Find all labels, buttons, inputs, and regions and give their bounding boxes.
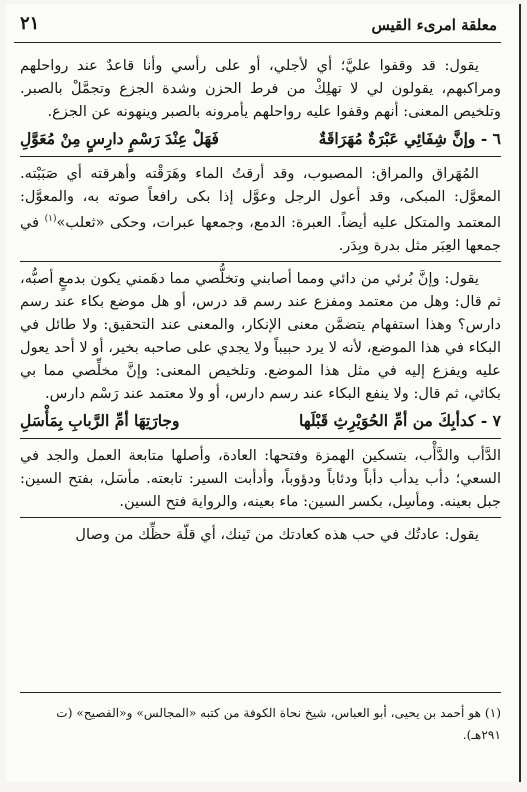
verse-line bbox=[20, 127, 501, 152]
verse-right-text: وإنَّ شِفَائِي عَبْرَةٌ مُهَرَاقَةٌ bbox=[318, 129, 476, 148]
page-header bbox=[14, 12, 501, 43]
commentary-paragraph: يقول: قد وقفوا عليَّ؛ أي لأجلي، أو على رأسي وأنا قاعدٌ عند رواحلهم ومراكبهم، يقولون لي لا تهلِكْ من فرط الحزن وشدة الجزع وتجمَّلْ بالصبر. وتلخيص المعنى: أنهم وقفوا عليه رواحلهم يأمرونه بالصبر وينهونه عن الجزع. bbox=[20, 57, 501, 120]
footnote-text: هو أحمد بن يحيى، أبو العباس، شيخ نحاة الكوفة من كتبه «المجالس» و«الفصيح» (ت ٢٩١هـ). bbox=[56, 706, 501, 742]
section-divider bbox=[20, 261, 501, 262]
footnote-divider bbox=[20, 692, 501, 693]
verse-second-hemistich: فَهَلْ عِنْدَ رَسْمٍ دارِسٍ مِنْ مُعَوَّلِ bbox=[20, 129, 219, 148]
glossary-paragraph: الدَّأب والدَّأْب، بتسكين الهمزة وفتحها: العادة، وأصلها متابعة العمل والجد في السعي؛ دأب يدأب دأباً ودئاباً ودؤوباً، وأدأبت السير: تابعته. مأسَل، بفتح السين: جبل بعينه. ومأسِل، بكسر السين: ماء بعينه، والرواية فتح السين. bbox=[20, 446, 501, 510]
book-page bbox=[6, 4, 521, 782]
footnote bbox=[20, 702, 501, 746]
glossary-text: المُهَراق والمراق: المصبوب، وقد أرقتُ الماء وهَرَقْته وأهرقته أي صَبَبْته. المعوَّل: المبكى، وقد أعول الرجل وعوَّل إذا بكى رافعاً صوته به، والمعوَّل: المعتمد والمتكل عليه أيضاً. العبرة: الدمع، وجمعها عبرات، وحكى «ثعلب» bbox=[20, 165, 502, 231]
verse-first-hemistich bbox=[319, 127, 501, 151]
footnote-ref: (١) bbox=[44, 214, 57, 224]
glossary-tail: في جمعها العِبَر مثل بدرة وبِدَر. bbox=[20, 213, 501, 254]
running-title: معلقة امرىء القيس bbox=[371, 16, 497, 34]
footnote-marker: (١) bbox=[484, 706, 501, 720]
verse-number: ٦ - bbox=[480, 129, 501, 148]
glossary-paragraph bbox=[20, 162, 501, 257]
verse-line bbox=[20, 409, 501, 434]
page-number: ٢١ bbox=[20, 13, 40, 34]
section-divider bbox=[20, 156, 501, 157]
commentary-paragraph: يقول: عادتُك في حب هذه كعادتك من تَينك، أي قلّة حظِّك من وصال bbox=[75, 525, 479, 543]
verse-right-text: كدأبِكَ من أمِّ الحُوَيْرِثِ قَبْلَها bbox=[299, 410, 476, 430]
section-divider bbox=[20, 438, 501, 439]
verse-number: ٧ - bbox=[480, 410, 501, 430]
page-body bbox=[20, 54, 501, 546]
commentary-paragraph: يقول: وإنَّ بُرئي من دائي ومما أصابني وتخلُّصي مما دهَمني يكون بدمعٍ أصبُّه، ثم قال: وهل من معتمد ومفزع عند رسم قد درس، أو هل موضع بكاء عند رسم دارس؟ وهذا استفهام يتضمَّن معنى الإنكار، والمعنى عند التحقيق: ولا طائل في البكاء في هذا الموضع، لأنه لا يرد حبيباً ولا يجدي على صاحبه بخير، أو لا أحد يعول عليه ويفزع إليه في مثل هذا الموضع. وتلخيص المعنى: وإنَّ مخلِّصي مما بي بكائي، ثم قال: ولا ينفع البكاء عند رسم دارس، أو ولا معتمد عند رَسْم دارس. bbox=[20, 269, 501, 402]
verse-second-hemistich: وجارَتِهَا أمِّ الرَّبابِ بِمَأْسَلِ bbox=[20, 410, 180, 430]
section-divider bbox=[20, 517, 501, 518]
verse-first-hemistich bbox=[299, 409, 501, 433]
